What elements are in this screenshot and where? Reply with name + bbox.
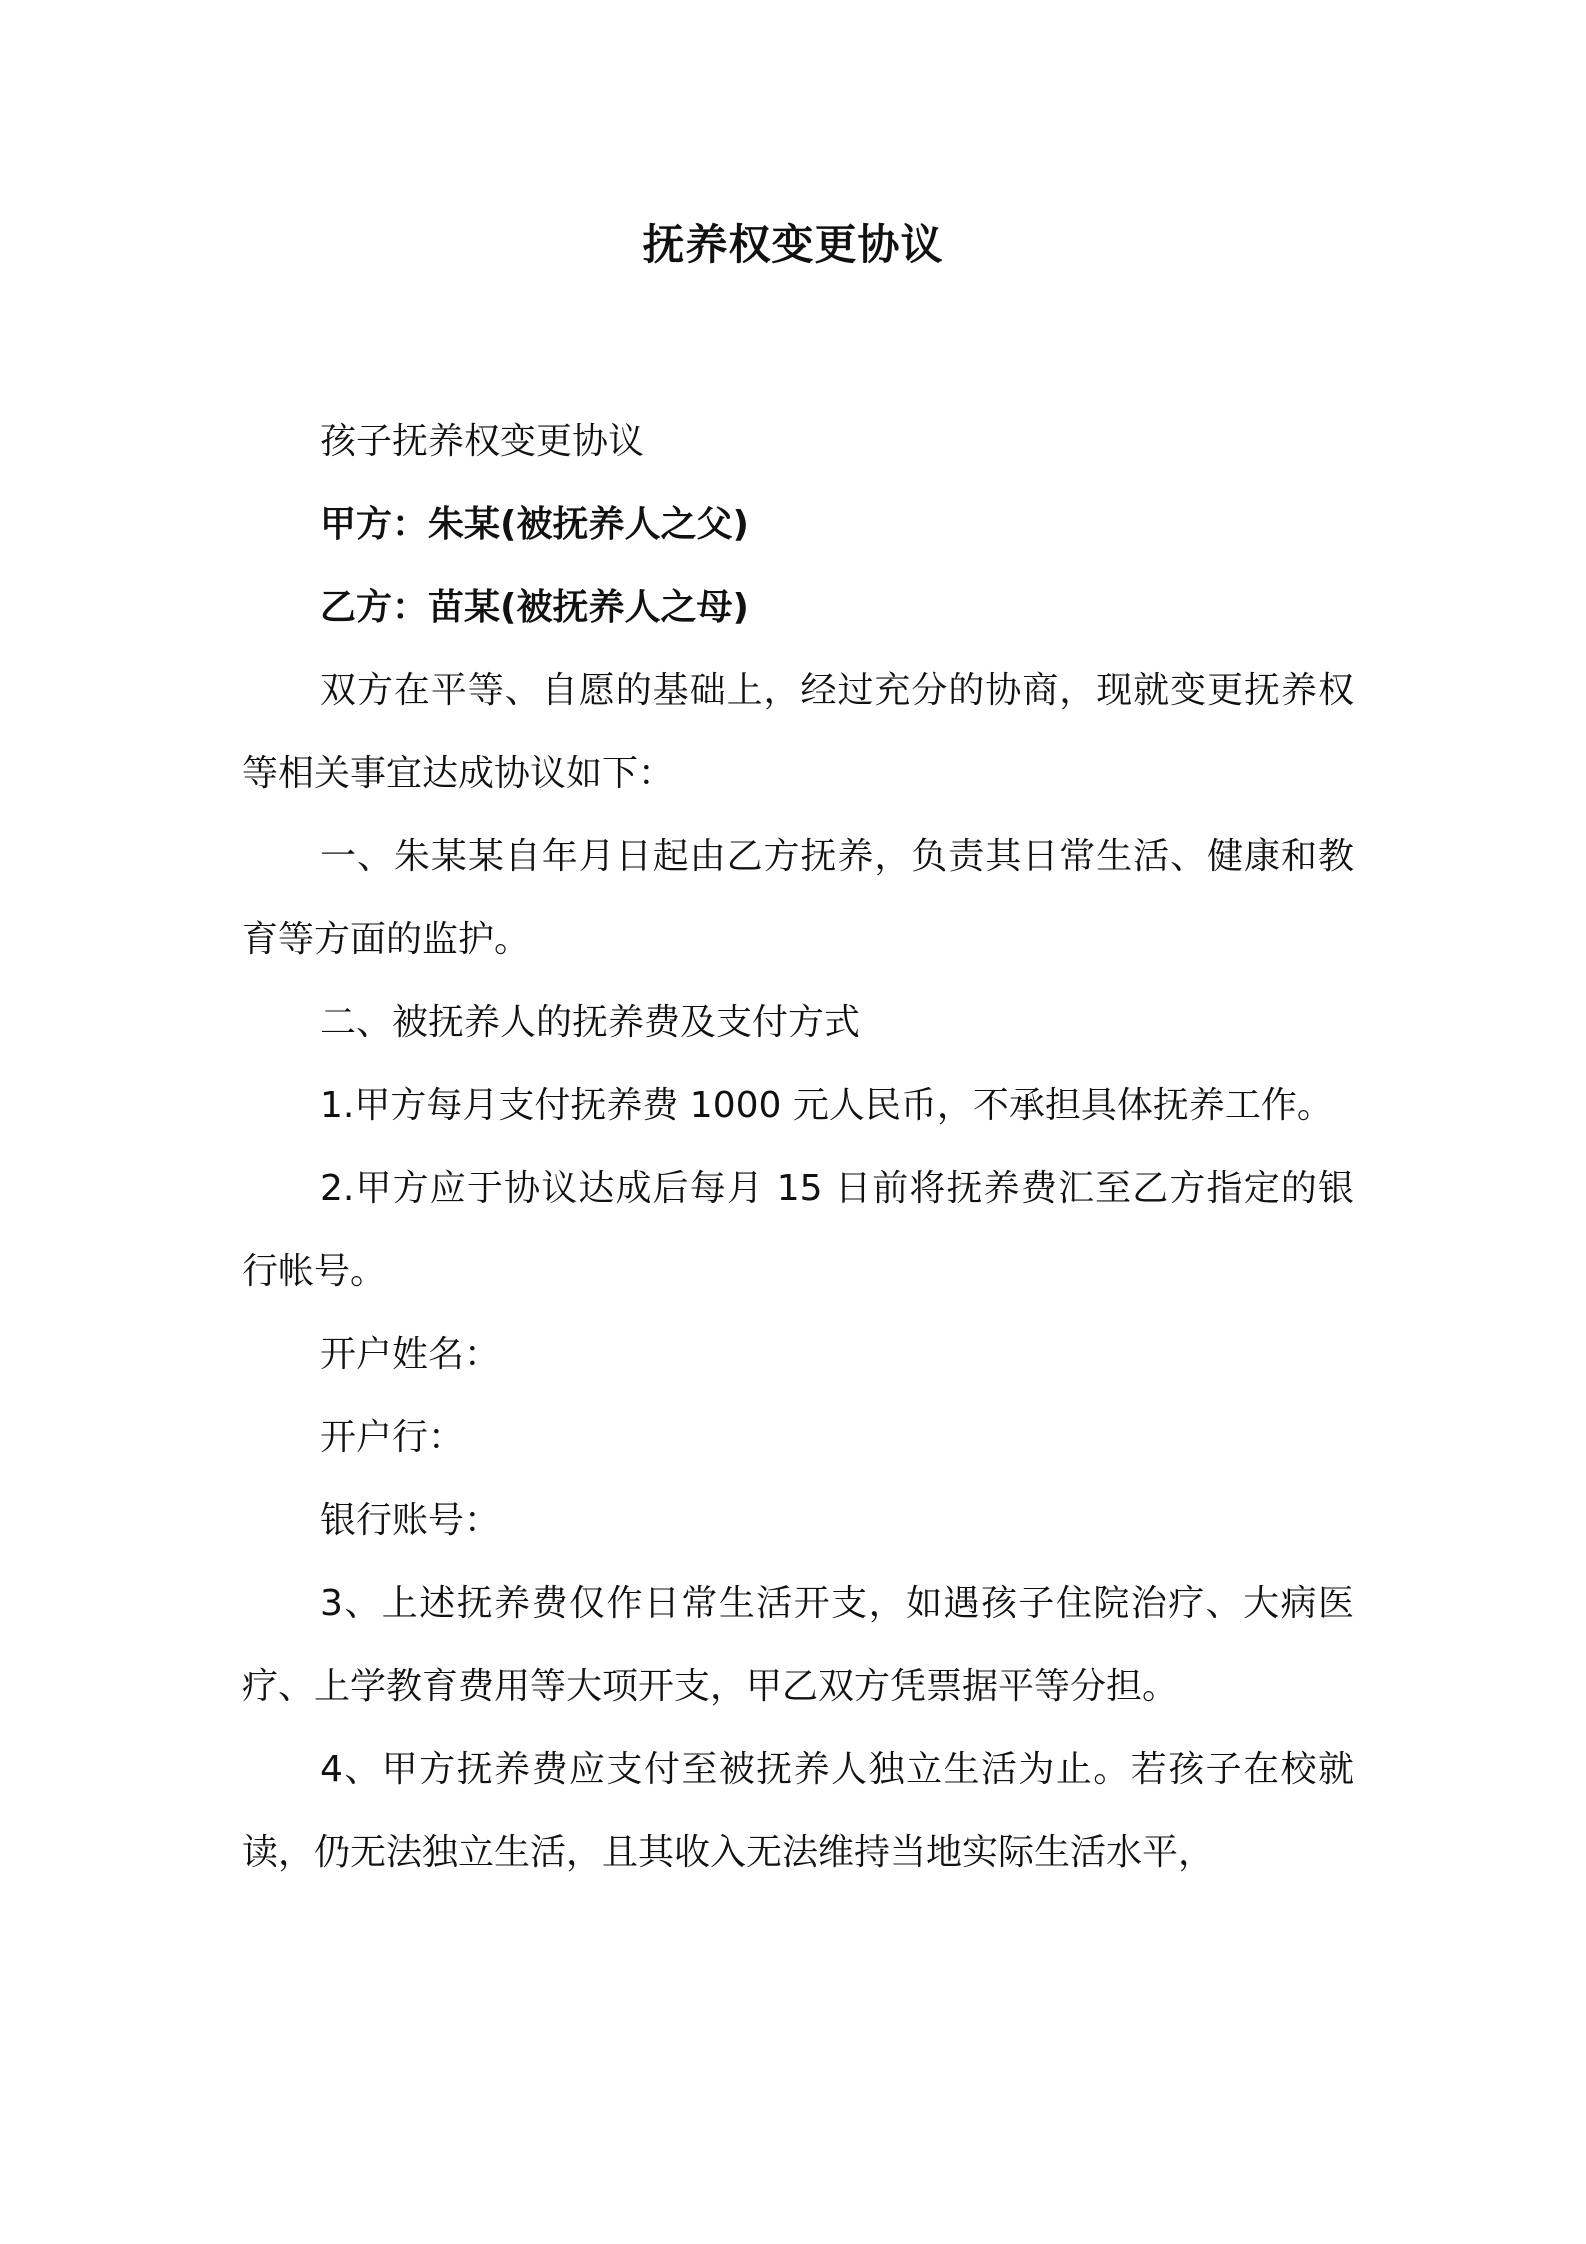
party-a-label: 甲方： bbox=[320, 504, 429, 545]
account-name-field: 开户姓名： bbox=[320, 1334, 501, 1375]
party-b-value: 苗某(被抚养人之母) bbox=[428, 587, 749, 628]
intro-paragraph: 双方在平等、自愿的基础上，经过充分的协商，现就变更抚养权等相关事宜达成协议如下： bbox=[242, 670, 1354, 794]
party-a-line bbox=[242, 483, 1354, 566]
clause-1-paragraph: 一、朱某某自年月日起由乙方抚养，负责其日常生活、健康和教育等方面的监护。 bbox=[242, 836, 1354, 960]
document-body bbox=[242, 400, 1354, 1894]
bank-branch-field: 开户行： bbox=[320, 1417, 465, 1458]
clause-2-item-1: 1.甲方每月支付抚养费 1000 元人民币，不承担具体抚养工作。 bbox=[320, 1085, 1333, 1126]
bank-account-field: 银行账号： bbox=[320, 1500, 501, 1541]
party-b-line bbox=[242, 566, 1354, 649]
party-b-label: 乙方： bbox=[320, 587, 429, 628]
clause-2-item-2: 2.甲方应于协议达成后每月 15 日前将抚养费汇至乙方指定的银行帐号。 bbox=[242, 1168, 1354, 1292]
document-title: 抚养权变更协议 bbox=[642, 220, 944, 269]
clause-4-paragraph: 4、甲方抚养费应支付至被抚养人独立生活为止。若孩子在校就读，仍无法独立生活，且其收入无法维持当地实际生活水平， bbox=[242, 1749, 1354, 1873]
clause-3-paragraph: 3、上述抚养费仅作日常生活开支，如遇孩子住院治疗、大病医疗、上学教育费用等大项开支，甲乙双方凭票据平等分担。 bbox=[242, 1583, 1354, 1707]
clause-2-heading: 二、被抚养人的抚养费及支付方式 bbox=[320, 1002, 861, 1043]
agreement-subtitle: 孩子抚养权变更协议 bbox=[320, 421, 645, 462]
party-a-value: 朱某(被抚养人之父) bbox=[428, 504, 749, 545]
